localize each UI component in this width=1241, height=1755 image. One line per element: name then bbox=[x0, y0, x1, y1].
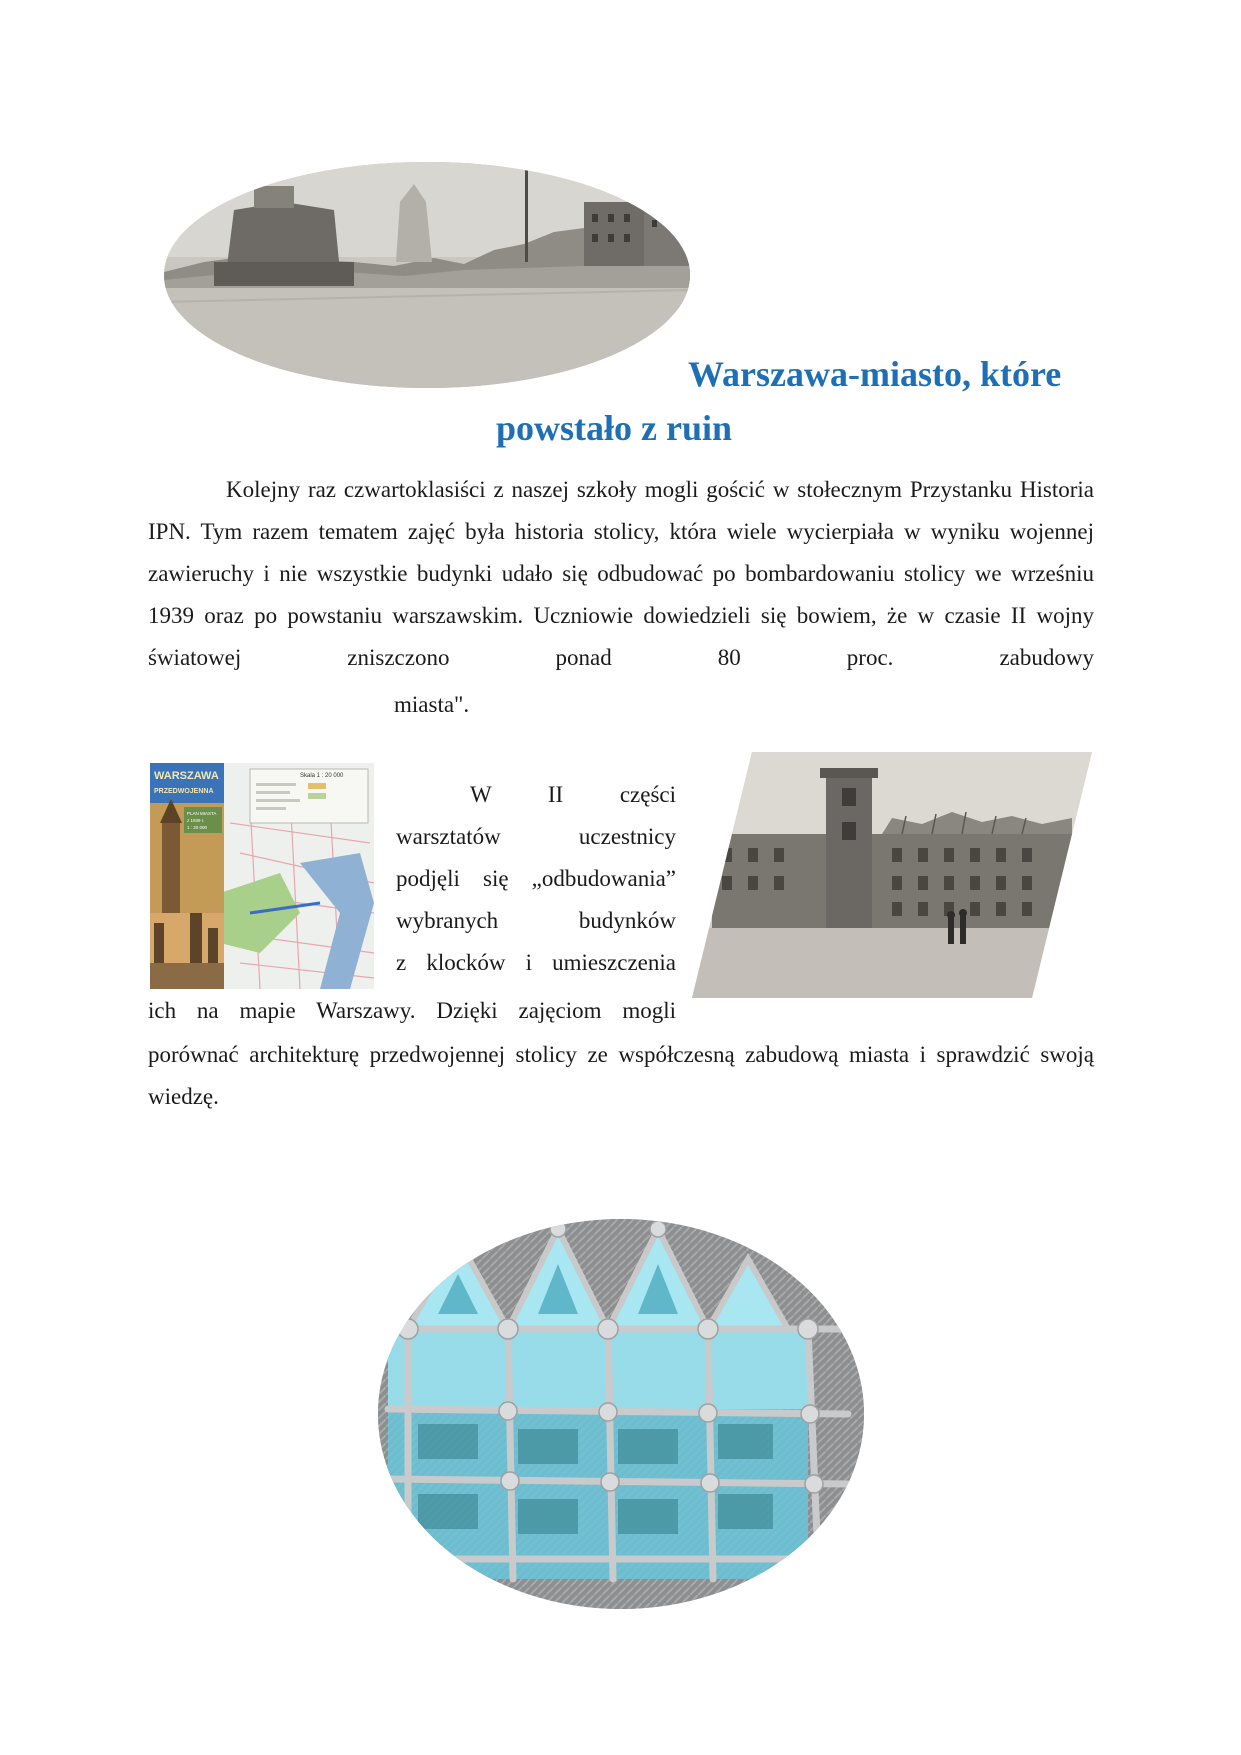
palace-ruins-photo bbox=[692, 752, 1092, 998]
ruins-photo bbox=[164, 162, 690, 388]
workshop-line-3: podjęli się „odbudowania” bbox=[396, 866, 676, 891]
blocks-model-photo bbox=[378, 1219, 864, 1609]
workshop-wrap-line: ich na mapie Warszawy. Dzięki zajęciom mogli bbox=[148, 998, 676, 1023]
map-plan-year: z 1939 r. bbox=[187, 818, 205, 823]
ruins-photo-drawing bbox=[164, 162, 690, 388]
palace-ruins-photo-drawing bbox=[692, 752, 1092, 998]
map-plan-scale: 1 : 20 000 bbox=[187, 825, 208, 830]
map-scale-label: Skala 1 : 20 000 bbox=[300, 773, 344, 779]
intro-paragraph: Kolejny raz czwartoklasiści z naszej szkoły mogli gościć w stołecznym Przystanku Historia IPN. Tym razem tematem zajęć była historia stolicy, która wiele wycierpiała w wyniku wojennej zawieruchy i nie wszystkie budynki udało się odbudować po bombardowaniu stolicy we wrześniu 1939 oraz po powstaniu warszawskim. Uczniowie dowiedzieli się bowiem, że w czasie II wojny światowej zniszczono ponad 80 proc. zabudowy bbox=[148, 477, 1094, 670]
workshop-line-4: wybranych budynków bbox=[396, 908, 676, 933]
map-photo-drawing bbox=[150, 763, 374, 989]
workshop-line-2: warsztatów uczestnicy bbox=[396, 824, 676, 849]
map-photo bbox=[150, 763, 374, 989]
workshop-line-1: W II części bbox=[470, 782, 676, 807]
blocks-model-photo-drawing bbox=[378, 1219, 864, 1609]
map-cover-title: WARSZAWA bbox=[154, 770, 219, 782]
workshop-line-5: z klocków i umieszczenia bbox=[396, 950, 676, 975]
intro-paragraph-last-line: miasta". bbox=[394, 692, 470, 717]
map-cover-subtitle: PRZEDWOJENNA bbox=[154, 788, 214, 795]
workshop-paragraph bbox=[396, 774, 676, 984]
page-title-line-2: powstało z ruin bbox=[496, 408, 733, 448]
page-title-line-1: Warszawa-miasto, które bbox=[688, 354, 1062, 394]
workshop-continuation: porównać architekturę przedwojennej stolicy ze współczesną zabudową miasta i sprawdzić swoją wiedzę. bbox=[148, 1042, 1094, 1109]
map-plan-label: PLAN MIASTA bbox=[187, 811, 217, 816]
